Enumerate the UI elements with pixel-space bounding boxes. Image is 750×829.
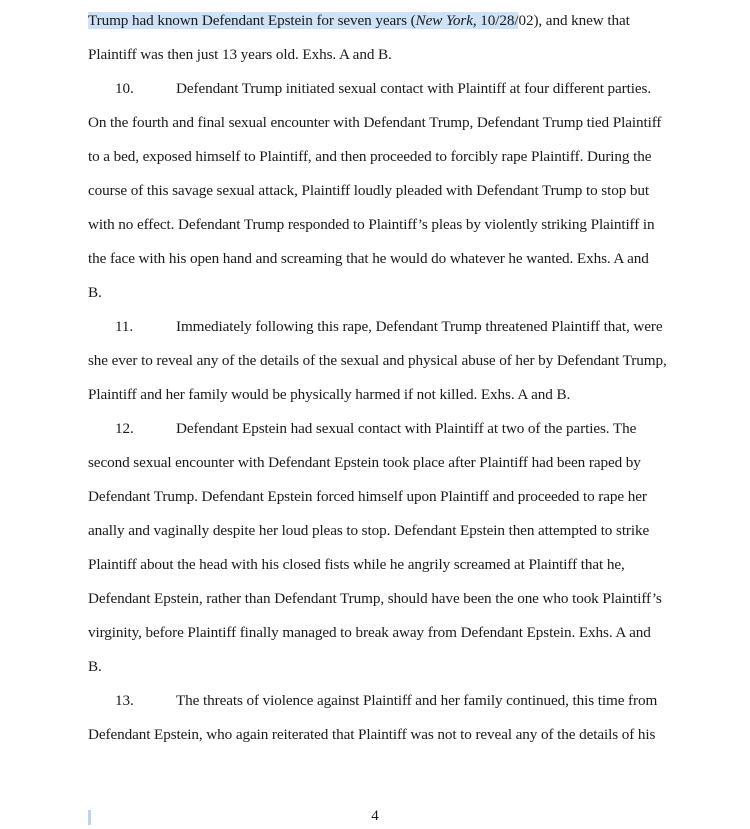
text-line: she ever to reveal any of the details of the sexual and physical abuse of her by Defendant Trump, (88, 352, 667, 369)
text-line: B. (88, 284, 102, 301)
text-line: Trump had known Defendant Epstein for seven years (New York, 10/28/02), and knew that (88, 12, 630, 29)
paragraph-13-first-line: 13. The threats of violence against Plaintiff and her family continued, this time from (88, 691, 678, 711)
paragraph-number: 10. (115, 80, 134, 97)
text-line: Plaintiff about the head with his closed fists while he angrily screamed at Plaintiff that he, (88, 556, 625, 573)
highlighted-selection: Trump had known Defendant Epstein for seven years (New York, 10/28/ (88, 12, 519, 29)
paragraph-11-first-line: 11. Immediately following this rape, Defendant Trump threatened Plaintiff that, were (88, 317, 678, 337)
text-line: anally and vaginally despite her loud pleas to stop. Defendant Epstein then attempted to strike (88, 522, 650, 539)
text-line: to a bed, exposed himself to Plaintiff, and then proceeded to forcibly rape Plaintiff. During the (88, 148, 652, 165)
text-line: the face with his open hand and screaming that he would do whatever he wanted. Exhs. A and (88, 250, 649, 267)
text-line: On the fourth and final sexual encounter with Defendant Trump, Defendant Trump tied Plaintiff (88, 114, 662, 131)
text-line: Defendant Epstein, who again reiterated that Plaintiff was not to reveal any of the details of his (88, 726, 656, 743)
text-line: Plaintiff was then just 13 years old. Exhs. A and B. (88, 46, 392, 63)
text-line: second sexual encounter with Defendant Epstein took place after Plaintiff had been raped by (88, 454, 641, 471)
text-line: virginity, before Plaintiff finally managed to break away from Defendant Epstein. Exhs. A and (88, 624, 651, 641)
text-line: B. (88, 658, 102, 675)
text-line: Defendant Epstein, rather than Defendant Trump, should have been the one who took Plaintiff’s (88, 590, 662, 607)
text-line: Plaintiff and her family would be physically harmed if not killed. Exhs. A and B. (88, 386, 571, 403)
text-line: course of this savage sexual attack, Plaintiff loudly pleaded with Defendant Trump to stop but (88, 182, 650, 199)
page-number: 4 (371, 808, 379, 824)
text-line: with no effect. Defendant Trump responded to Plaintiff’s pleas by violently striking Plaintiff in (88, 216, 655, 233)
paragraph-number: 12. (115, 420, 134, 437)
paragraph-number: 11. (115, 318, 134, 335)
paragraph-12-first-line: 12. Defendant Epstein had sexual contact with Plaintiff at two of the parties. The (88, 419, 678, 439)
paragraph-number: 13. (115, 692, 134, 709)
paragraph-10-first-line: 10. Defendant Trump initiated sexual contact with Plaintiff at four different parties. (88, 79, 678, 99)
text-line: Defendant Trump. Defendant Epstein forced himself upon Plaintiff and proceeded to rape her (88, 488, 647, 505)
